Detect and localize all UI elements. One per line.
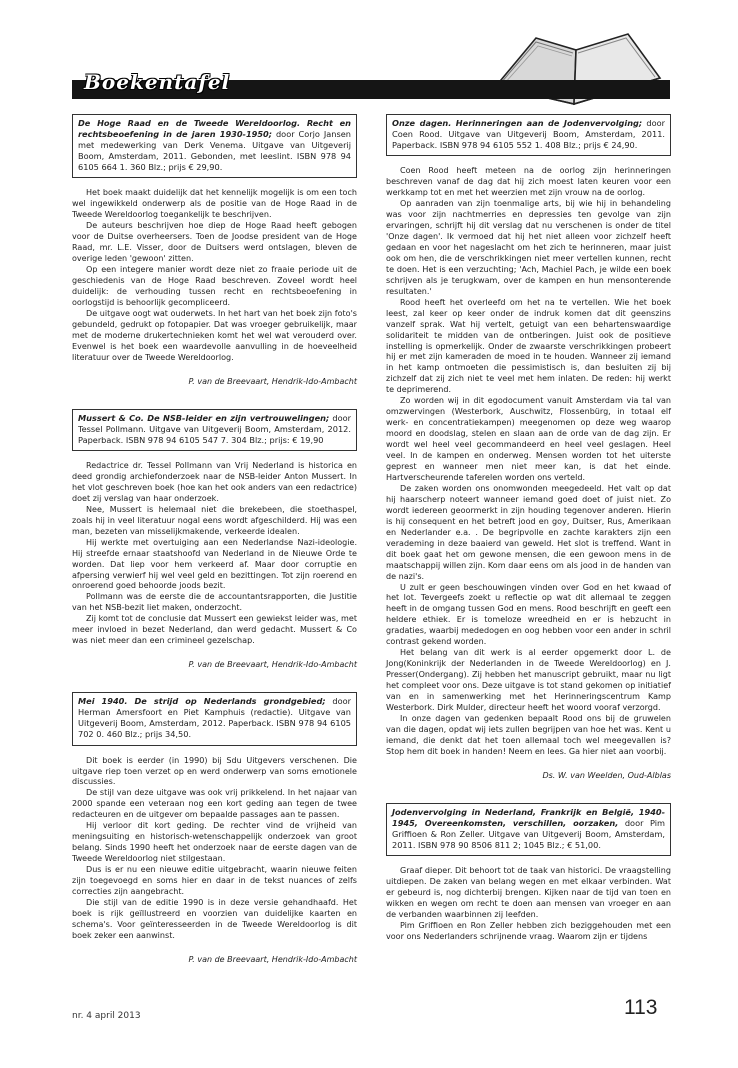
review-paragraph: Zij komt tot de conclusie dat Mussert een gewiekst leider was, met meer invloed in bezet Nederland, dan werd gedacht. Mussert & Co was niet meer dan een crimineel gezelschap. <box>72 614 357 646</box>
reviewer-signature: P. van de Breevaart, Hendrik-Ido-Ambacht <box>188 376 357 386</box>
book-details: door Corjo Jansen met medewerking van Derk Venema. Uitgave van Uitgeverij Boom, Amsterdam, 2011. Gebonden, met leeslint. ISBN 978 94 6105 664 1. 360 Blz.; prijs € 29,90. <box>78 129 351 173</box>
book-info-box <box>386 803 671 856</box>
review-article <box>386 114 671 781</box>
book-title: Jodenvervolging in Nederland, Frankrijk en België, 1940-1945, Overeenkomsten, verschillen, oorzaken, <box>392 806 665 828</box>
review-paragraph: Hij werkte met overtuiging aan een Nederlandse Nazi-ideologie. Hij streefde ernaar staatshoofd van Nederland in de Nieuwe Orde te worden. Dat liep voor hem verkeerd af. Maar door corruptie en afpersing verwierf hij wel veel geld en bezittingen. Tot zijn roerend en onroerend goed behoorde joods bezit. <box>72 537 357 591</box>
review-body <box>72 756 357 942</box>
book-info-box <box>386 114 671 156</box>
review-paragraph: De uitgave oogt wat ouderwets. In het hart van het boek zijn foto's gebundeld, gedrukt op fotopapier. Dat was vroeger gebruikelijk, maar met de moderne drukertechnieken komt het wel wat verouderd over. Evenwel is het boek een waardevolle aanvulling in de hoeveelheid literatuur over de Tweede Wereldoorlog. <box>72 308 357 362</box>
review-paragraph: Het belang van dit werk is al eerder opgemerkt door L. de Jong(Koninkrijk der Nederlanden in de Tweede Wereldoorlog) en J. Presser(Ondergang). Zij hebben het manuscript gebruikt, maar nu ligt het compleet voor ons. Deze uitgave is tot stand gekomen op initiatief van en in samenwerking met het Herinneringscentrum Kamp Westerbork. Dirk Mulder, directeur heeft het woord vooraf verzorgd. <box>386 648 671 712</box>
review-article <box>72 692 357 965</box>
review-paragraph: De auteurs beschrijven hoe diep de Hoge Raad heeft gebogen voor de Duitse overheersers. Toen de Joodse president van de Hoge Raad, mr. L.E. Visser, door de Duitsers werd ontslagen, bleven de overige leden 'gewoon' zitten. <box>72 221 357 264</box>
book-title: Mei 1940. De strijd op Nederlands grondgebied; <box>78 696 326 707</box>
book-info-box <box>72 692 357 745</box>
review-paragraph: Pollmann was de eerste die de accountantsrapporten, die Justitie van het NSB-bezit liet maken, onderzocht. <box>72 592 357 613</box>
section-title: Boekentafel <box>84 70 231 94</box>
review-paragraph: Nee, Mussert is helemaal niet die brekebeen, die stoethaspel, zoals hij in veel literatuur nogal eens wordt afgeschilderd. Hij was een man, bezeten van misselijkmakende, verkeerde idealen. <box>72 504 357 536</box>
book-details: door Tessel Pollmann. Uitgave van Uitgeverij Boom, Amsterdam, 2012. Paperback. ISBN 978 94 6105 547 7. 304 Blz.; prijs: € 19,90 <box>78 412 351 445</box>
book-details: door Coen Rood. Uitgave van Uitgeverij Boom, Amsterdam, 2011. Paperback. ISBN 978 94 6105 552 1. 408 Blz.; prijs € 24,90. <box>392 118 665 151</box>
review-paragraph: Redactrice dr. Tessel Pollmann van Vrij Nederland is historica en deed grondig archiefonderzoek naar de NSB-leider Anton Mussert. In het vlot geschreven boek (hoe kan het ook anders van een redactrice) doet zij verslag van haar onderzoek. <box>72 461 357 503</box>
review-paragraph: Coen Rood heeft meteen na de oorlog zijn herinneringen beschreven vanaf de dag dat hij zich moest laten keuren voor een werkkamp tot en met het weerzien met zijn vrouw na de oorlog. <box>386 166 671 198</box>
review-paragraph: Op een integere manier wordt deze niet zo fraaie periode uit de geschiedenis van de Hoge Raad beschreven. Zoveel wordt heel duidelijk: de verhouding tussen recht en rechtsbeoefening in oorlogstijd is behoorlijk gecompliceerd. <box>72 265 357 307</box>
review-body <box>72 461 357 647</box>
review-paragraph: Het boek maakt duidelijk dat het kennelijk mogelijk is om een toch wel ingewikkeld onderwerp als de positie van de Hoge Raad in de Tweede Wereldoorlog toegankelijk te beschrijven. <box>72 188 357 220</box>
right-column <box>386 110 671 943</box>
review-paragraph: Die stijl van de editie 1990 is in deze versie gehandhaafd. Het boek is rijk geïllustreerd en voorzien van duidelijke kaarten en schema's. Voor geïnteresseerden in de Tweede Wereldoorlog is dit boek zeker een aanwinst. <box>72 897 357 940</box>
review-body <box>72 188 357 363</box>
reviewer-signature: P. van de Breevaart, Hendrik-Ido-Ambacht <box>188 954 357 964</box>
review-paragraph: Graaf dieper. Dit behoort tot de taak van historici. De vraagstelling uitdiepen. De zaken van belang wegen en met elkaar verbinden. Wat er gebeurd is, nog dichterbij brengen. Kijken naar de tijd van toen en wikken en wegen om recht te doen aan mensen van vroeger en aan de verbanden waarbinnen zij leefden. <box>386 866 671 919</box>
review-paragraph: Pim Griffioen en Ron Zeller hebben zich beziggehouden met een voor ons Nederlanders schrijnende vraag. Waarom zijn er tijdens <box>386 920 671 941</box>
review-article <box>72 114 357 387</box>
book-title: De Hoge Raad en de Tweede Wereldoorlog. Recht en rechtsbeoefening in de jaren 1930-1950; <box>78 118 351 140</box>
book-details: door Herman Amersfoort en Piet Kamphuis (redactie). Uitgave van Uitgeverij Boom, Amsterdam, 2012. Paperback. ISBN 978 94 6105 702 0. 460 Blz.; prijs 34,50. <box>78 696 351 740</box>
review-paragraph: U zult er geen beschouwingen vinden over God en het kwaad of het lot. Tevergeefs zoekt u reflectie op wat dit allemaal te zeggen heeft in de omgang tussen God en mens. Rood beschrijft en geeft een heldere ethiek. Er is tomeloze wreedheid en er is hebzucht in gradaties, waarbij mededogen en oog hebben voor een ander in schril contrast gekend worden. <box>386 582 671 647</box>
page-number: 113 <box>624 996 658 1019</box>
reviewer-signature: P. van de Breevaart, Hendrik-Ido-Ambacht <box>188 660 357 670</box>
book-info-box <box>72 114 357 178</box>
review-paragraph: Rood heeft het overleefd om het na te vertellen. Wie het boek leest, zal keer op keer onder de indruk komen dat dit geenszins vanzelf sprak. Wat hij vertelt, getuigt van een behartenswaardige solidariteit te midden van de ontberingen. Juist ook de positieve instelling is opmerkelijk. Onder de zwaarste verschrikkingen probeert hij er met zijn kameraden de moed in te houden. Wanneer zij iemand in het kamp ontmoeten die pessimistisch is, dan besluiten zij bij zichzelf dat zij zich niet te veel met hem inlaten. De reden: hij werkt te deprimerend. <box>386 297 671 395</box>
book-details: door Pim Griffioen & Ron Zeller. Uitgave van Uitgeverij Boom, Amsterdam, 2011. ISBN 978 90 8506 811 2; 1045 Blz.; € 51,00. <box>392 817 665 851</box>
issue-label: nr. 4 april 2013 <box>72 1011 141 1021</box>
book-title: Onze dagen. Herinneringen aan de Jodenvervolging; <box>392 118 643 128</box>
review-body <box>386 166 671 757</box>
review-paragraph: In onze dagen van gedenken bepaalt Rood ons bij de gruwelen van die dagen, opdat wij iets zullen begrijpen van hoe het was. Kent u iemand, die denkt dat het toen allemaal toch wel meegevallen is? Stop hem dit boek in handen! Neem en lees. Ga hier niet aan voorbij. <box>386 713 671 756</box>
review-paragraph: Dit boek is eerder (in 1990) bij Sdu Uitgevers verschenen. Die uitgave riep toen verzet op en werd onderwerp van soms emotionele discussies. <box>72 755 357 787</box>
review-paragraph: Hij verloor dit kort geding. De rechter vind de vrijheid van meningsuiting en historisch-wetenschappelijk onderzoek van groot belang. Sinds 1990 heeft het onderzoek naar de eerste dagen van de Tweede Wereldoorlog niet stilgestaan. <box>72 821 357 864</box>
review-paragraph: De stijl van deze uitgave was ook vrij prikkelend. In het najaar van 2000 spande een veteraan nog een kort geding aan tegen de twee redacteuren en de uitgever om bepaalde passages aan te passen. <box>72 788 357 820</box>
review-paragraph: Op aanraden van zijn toenmalige arts, bij wie hij in behandeling was voor zijn nachtmerries en depressies ten gevolge van zijn ervaringen, schrijft hij dit verslag dat nu verschenen is onder de titel 'Onze dagen'. Ik vermoed dat hij het niet alleen voor zichzelf heeft gedaan en voor het nageslacht om het zich te herinneren, maar juist ook om hen, die de verschrikkingen niet meer vertellen kunnen, recht te doen. Het is een verzuchting; 'Ach, Machiel Pach, je wilde een boek schrijven als je terugkwam, over de kampen en hun mensonterende resultaten.' <box>386 199 671 296</box>
review-article <box>386 803 671 943</box>
review-paragraph: Dus is er nu een nieuwe editie uitgebracht, waarin nieuwe feiten zijn toegevoegd en soms hier en daar in de tekst nuances of zelfs correcties zijn aangebracht. <box>72 865 357 897</box>
review-body <box>386 866 671 943</box>
review-article <box>72 409 357 670</box>
review-paragraph: De zaken worden ons onomwonden meegedeeld. Het valt op dat hij haarscherp noteert wanneer iemand goed doet of juist niet. Zo wordt iedereen geoormerkt in zijn houding tegenover anderen. Hierin is hij consequent en het betreft jood en goy, Duitser, Rus, Amerikaan en Nederlander e.a. . De begripvolle en zachte karakters zijn een verademing in deze baaierd van geweld. Het slot is treffend. Want in dit boek gaat het om gewone mensen, die een gewoon mens in de maatschappij willen zijn. Kom daar eens om als jood in de handen van de nazi's. <box>386 483 671 581</box>
book-info-box <box>72 409 357 451</box>
reviewer-signature: Ds. W. van Weelden, Oud-Alblas <box>542 770 671 780</box>
left-column <box>72 110 357 987</box>
book-title: Mussert & Co. De NSB-leider en zijn vertrouwelingen; <box>78 412 330 423</box>
review-paragraph: Zo worden wij in dit egodocument vanuit Amsterdam via tal van omzwervingen (Westerbork, Auschwitz, Flossenbürg, in totaal elf werk- en concentratiekampen) meegenomen op deze weg waarop moord en doodslag, stelen en slaan aan de orde van de dag zijn. Er wordt wel heel veel gecommandeerd en heel veel geslagen. Heel veel. In de kampen en onderweg. Mensen worden tot het uiterste geprest en wanneer men niet meer kan, is dat het einde. Hartverscheurende taferelen worden ons verteld. <box>386 396 671 482</box>
